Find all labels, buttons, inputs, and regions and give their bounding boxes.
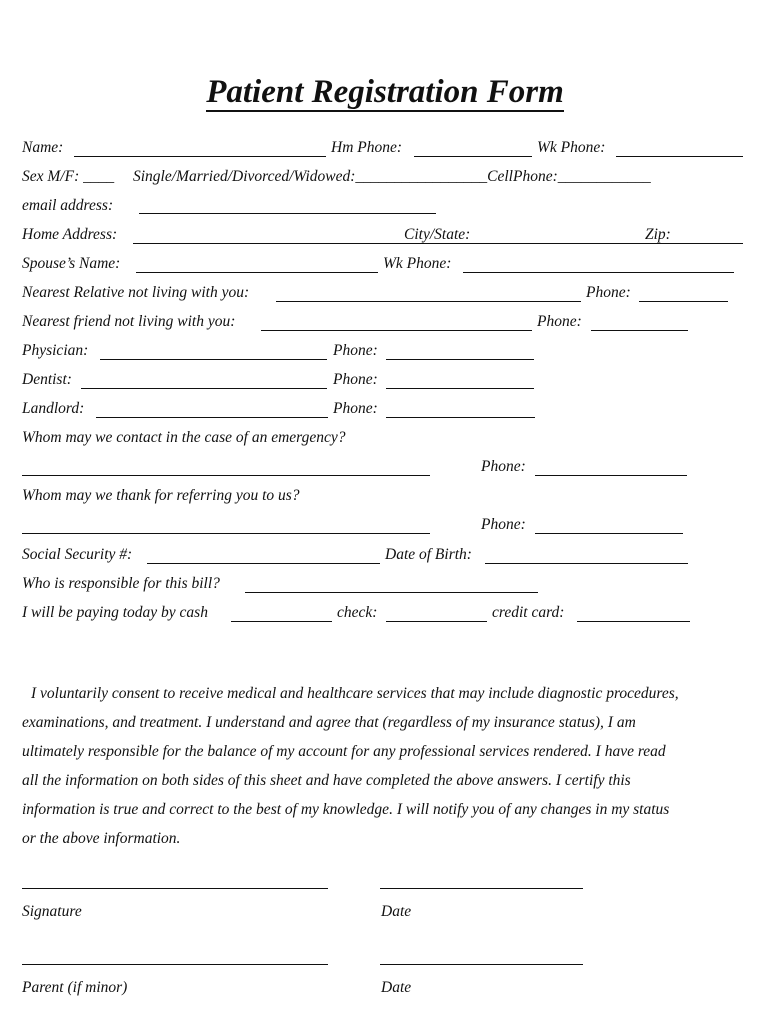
physician-field[interactable] <box>100 359 327 360</box>
ssn-label: Social Security #: <box>22 546 133 563</box>
email-field[interactable] <box>139 213 436 214</box>
hm-phone-field[interactable] <box>414 156 532 157</box>
check-field[interactable] <box>386 621 487 622</box>
dob-field[interactable] <box>485 563 688 564</box>
sex-label: Sex M/F: ____ <box>22 168 115 185</box>
physician-phone-field[interactable] <box>386 359 534 360</box>
signature-label: Signature <box>22 903 82 920</box>
marital-status-label: Single/Married/Divorced/Widowed:_________________CellPhone:____________ <box>133 168 651 185</box>
referral-phone-field[interactable] <box>535 533 683 534</box>
physician-phone-label: Phone: <box>333 342 378 359</box>
city-state-label: City/State: <box>404 226 471 243</box>
name-field[interactable] <box>74 156 326 157</box>
credit-card-field[interactable] <box>577 621 690 622</box>
name-label: Name: <box>22 139 64 156</box>
landlord-label: Landlord: <box>22 400 85 417</box>
relative-phone-label: Phone: <box>586 284 631 301</box>
signature-date-label: Date <box>381 903 412 920</box>
signature-line[interactable] <box>22 888 328 889</box>
dentist-field[interactable] <box>81 388 327 389</box>
nearest-friend-label: Nearest friend not living with you: <box>22 313 236 330</box>
responsible-field[interactable] <box>245 592 538 593</box>
dentist-phone-field[interactable] <box>386 388 534 389</box>
parent-date-label: Date <box>381 979 412 996</box>
consent-line: all the information on both sides of this sheet and have completed the above answers. I certify this <box>22 772 631 789</box>
consent-paragraph <box>22 679 757 853</box>
nearest-relative-label: Nearest Relative not living with you: <box>22 284 250 301</box>
cash-field[interactable] <box>231 621 332 622</box>
relative-phone-field[interactable] <box>639 301 728 302</box>
referral-phone-label: Phone: <box>481 516 526 533</box>
emergency-phone-field[interactable] <box>535 475 687 476</box>
home-address-label: Home Address: <box>22 226 118 243</box>
dentist-phone-label: Phone: <box>333 371 378 388</box>
referral-field[interactable] <box>22 533 430 534</box>
emergency-contact-field[interactable] <box>22 475 430 476</box>
spouse-wk-phone-field[interactable] <box>463 272 734 273</box>
payment-cash-label: I will be paying today by cash <box>22 604 208 621</box>
physician-label: Physician: <box>22 342 89 359</box>
parent-signature-line[interactable] <box>22 964 328 965</box>
page-title: Patient Registration Form <box>206 74 564 110</box>
parent-date-line[interactable] <box>380 964 583 965</box>
consent-line: or the above information. <box>22 830 181 847</box>
nearest-friend-field[interactable] <box>261 330 532 331</box>
dentist-label: Dentist: <box>22 371 72 388</box>
wk-phone-field[interactable] <box>616 156 743 157</box>
check-label: check: <box>337 604 378 621</box>
emergency-phone-label: Phone: <box>481 458 526 475</box>
spouse-name-field[interactable] <box>136 272 378 273</box>
email-label: email address: <box>22 197 114 214</box>
spouse-wk-phone-label: Wk Phone: <box>383 255 452 272</box>
wk-phone-label: Wk Phone: <box>537 139 606 156</box>
friend-phone-label: Phone: <box>537 313 582 330</box>
consent-line: information is true and correct to the best of my knowledge. I will notify you of any changes in my status <box>22 801 670 818</box>
credit-card-label: credit card: <box>492 604 565 621</box>
emergency-contact-question: Whom may we contact in the case of an emergency? <box>22 429 346 446</box>
responsible-label: Who is responsible for this bill? <box>22 575 220 592</box>
nearest-relative-field[interactable] <box>276 301 581 302</box>
landlord-phone-label: Phone: <box>333 400 378 417</box>
landlord-field[interactable] <box>96 417 328 418</box>
ssn-field[interactable] <box>147 563 380 564</box>
signature-date-line[interactable] <box>380 888 583 889</box>
consent-line: I voluntarily consent to receive medical and healthcare services that may include diagnostic procedures, <box>31 685 679 702</box>
friend-phone-field[interactable] <box>591 330 688 331</box>
consent-line: ultimately responsible for the balance of my account for any professional services rendered. I have read <box>22 743 666 760</box>
consent-line: examinations, and treatment. I understand and agree that (regardless of my insurance status), I am <box>22 714 636 731</box>
dob-label: Date of Birth: <box>385 546 472 563</box>
parent-label: Parent (if minor) <box>22 979 128 996</box>
landlord-phone-field[interactable] <box>386 417 535 418</box>
zip-label: Zip: <box>645 226 671 243</box>
referral-question: Whom may we thank for referring you to us? <box>22 487 300 504</box>
hm-phone-label: Hm Phone: <box>331 139 403 156</box>
spouse-name-label: Spouse’s Name: <box>22 255 121 272</box>
